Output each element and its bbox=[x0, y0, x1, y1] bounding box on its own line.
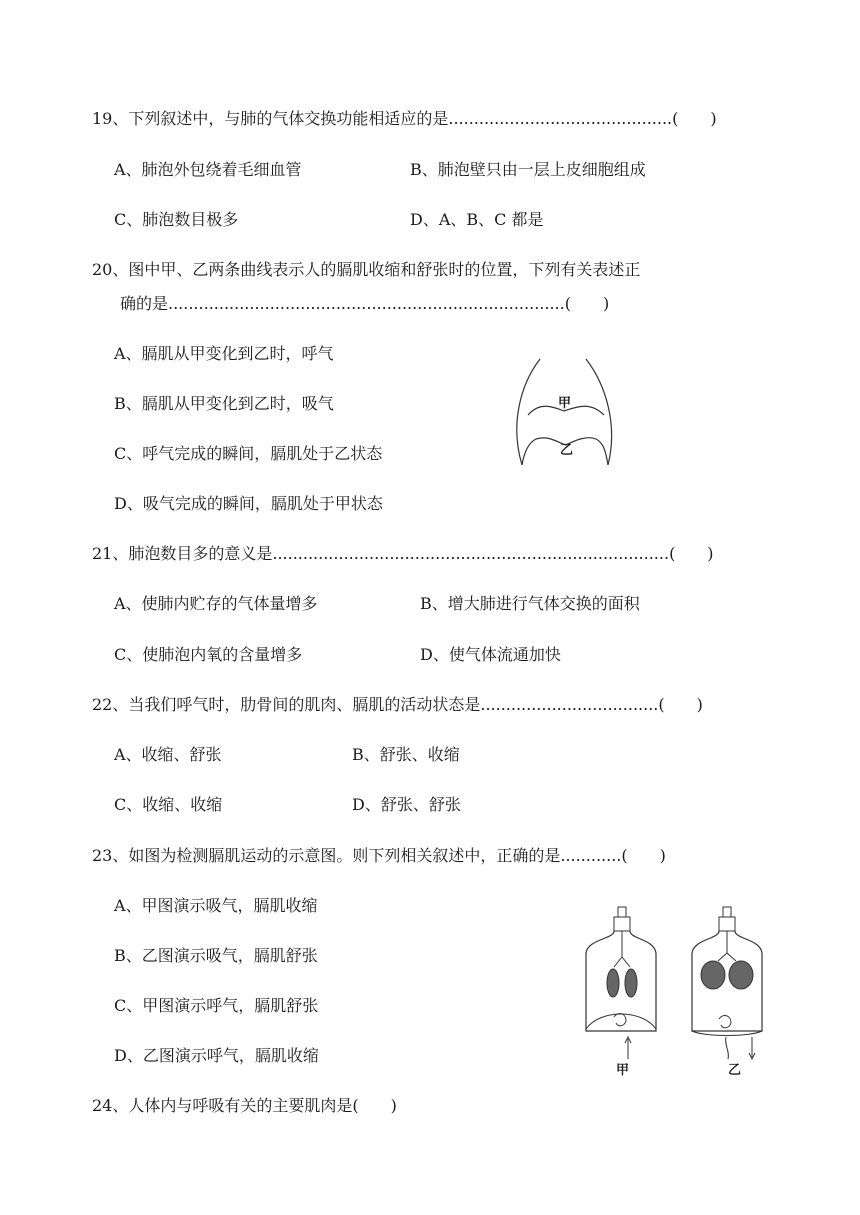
q19-option-a[interactable]: A、肺泡外包绕着毛细血管 bbox=[114, 160, 302, 179]
q21-option-b[interactable]: B、增大肺进行气体交换的面积 bbox=[420, 594, 640, 613]
q21-option-a[interactable]: A、使肺内贮存的气体量增多 bbox=[114, 594, 318, 613]
question-19-stem: 19、下列叙述中，与肺的气体交换功能相适应的是............................................( ) bbox=[92, 109, 717, 128]
question-21-stem: 21、肺泡数目多的意义是..............................................................................( ) bbox=[92, 544, 714, 563]
q22-option-c[interactable]: C、收缩、收缩 bbox=[114, 795, 223, 814]
curve-label-jia: 甲 bbox=[558, 396, 572, 411]
q20-option-b[interactable]: B、膈肌从甲变化到乙时，吸气 bbox=[114, 394, 334, 413]
q21-option-c[interactable]: C、使肺泡内氧的含量增多 bbox=[114, 645, 303, 664]
q20-option-a[interactable]: A、膈肌从甲变化到乙时，呼气 bbox=[114, 344, 334, 363]
jar-label-jia: 甲 bbox=[616, 1063, 630, 1078]
q19-option-d[interactable]: D、A、B、C 都是 bbox=[410, 210, 544, 229]
q19-option-c[interactable]: C、肺泡数目极多 bbox=[114, 210, 239, 229]
q23-option-c[interactable]: C、甲图演示呼气，膈肌舒张 bbox=[114, 996, 319, 1015]
bell-jar-models-diagram bbox=[580, 905, 780, 1080]
q22-option-a[interactable]: A、收缩、舒张 bbox=[114, 745, 222, 764]
bell-jar-jia bbox=[586, 907, 656, 1059]
q23-option-b[interactable]: B、乙图演示吸气，膈肌舒张 bbox=[114, 946, 318, 965]
q20-option-c[interactable]: C、呼气完成的瞬间，膈肌处于乙状态 bbox=[114, 444, 383, 463]
bell-jar-yi bbox=[692, 907, 762, 1059]
diaphragm-curves-figure bbox=[510, 355, 620, 470]
question-20-stem-line2: 确的是..............................................................................( ) bbox=[120, 294, 610, 313]
q19-option-b[interactable]: B、肺泡壁只由一层上皮细胞组成 bbox=[410, 160, 646, 179]
q22-option-d[interactable]: D、舒张、舒张 bbox=[352, 795, 461, 814]
q22-option-b[interactable]: B、舒张、收缩 bbox=[352, 745, 460, 764]
q21-option-d[interactable]: D、使气体流通加快 bbox=[420, 645, 561, 664]
q20-option-d[interactable]: D、吸气完成的瞬间，膈肌处于甲状态 bbox=[114, 494, 383, 513]
q23-option-d[interactable]: D、乙图演示呼气，膈肌收缩 bbox=[114, 1046, 319, 1065]
question-24-stem: 24、人体内与呼吸有关的主要肌肉是( ) bbox=[92, 1096, 397, 1115]
question-23-stem: 23、如图为检测膈肌运动的示意图。则下列相关叙述中，正确的是............( ) bbox=[92, 846, 666, 865]
jar-label-yi: 乙 bbox=[728, 1063, 742, 1078]
question-20-stem-line1: 20、图中甲、乙两条曲线表示人的膈肌收缩和舒张时的位置，下列有关表述正 bbox=[92, 260, 641, 279]
question-22-stem: 22、当我们呼气时，肋骨间的肌肉、膈肌的活动状态是...................................( ) bbox=[92, 695, 703, 714]
curve-label-yi: 乙 bbox=[560, 443, 574, 458]
q23-option-a[interactable]: A、甲图演示吸气，膈肌收缩 bbox=[114, 896, 318, 915]
bell-jar-model-figure bbox=[580, 905, 780, 1080]
